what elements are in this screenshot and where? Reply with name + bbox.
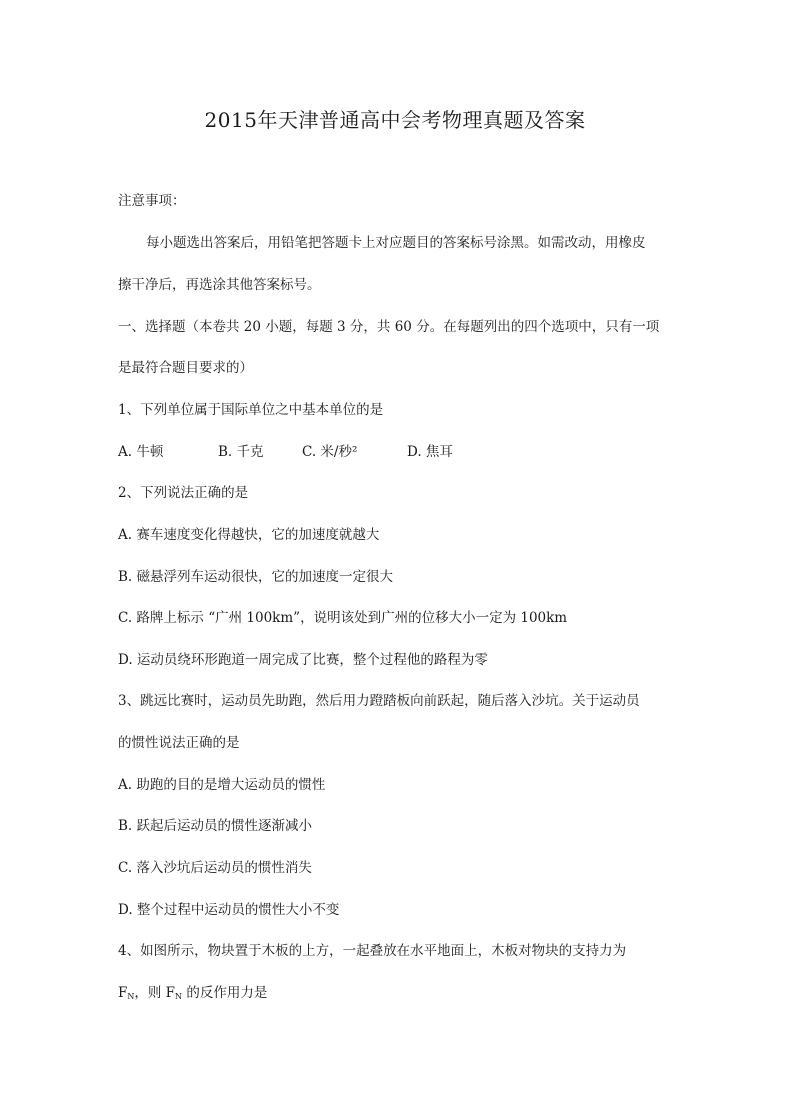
question-3-option-b: B. 跃起后运动员的惯性逐渐减小	[118, 818, 313, 834]
question-4-stem-mid: ，则 F	[134, 985, 176, 1001]
notice-line-1: 每小题选出答案后，用铅笔把答题卡上对应题目的答案标号涂黑。如需改动，用橡皮	[146, 235, 646, 251]
question-2-option-d: D. 运动员绕环形跑道一周完成了比赛，整个过程他的路程为零	[118, 652, 488, 668]
question-3-option-d: D. 整个过程中运动员的惯性大小不变	[118, 902, 340, 918]
question-3-stem-line-1: 3、跳远比赛时，运动员先助跑，然后用力蹬踏板向前跃起，随后落入沙坑。关于运动员	[118, 693, 640, 709]
question-3-stem-line-2: 的惯性说法正确的是	[118, 735, 240, 751]
question-1-options	[118, 443, 453, 461]
question-1-option-d: D. 焦耳	[407, 444, 453, 460]
question-1-option-c: C. 米/秒²	[302, 444, 358, 460]
section-heading-line-1: 一、选择题（本卷共 20 小题，每题 3 分，共 60 分。在每题列出的四个选项中，只有一项	[118, 319, 660, 335]
force-symbol-1: F	[118, 985, 128, 1001]
question-2-stem: 2、下列说法正确的是	[118, 485, 249, 501]
question-3-option-a: A. 助跑的目的是增大运动员的惯性	[118, 777, 326, 793]
notice-line-2: 擦干净后，再选涂其他答案标号。	[118, 277, 321, 293]
question-1-option-a: A. 牛顿	[118, 444, 164, 460]
question-4-stem-line-2	[118, 984, 267, 1006]
question-2-option-c: C. 路牌上标示 “广州 100km”，说明该处到广州的位移大小一定为 100km	[118, 610, 568, 626]
question-4-stem-line-1: 4、如图所示，物块置于木板的上方，一起叠放在水平地面上，木板对物块的支持力为	[118, 943, 627, 959]
question-4-stem-end: 的反作用力是	[182, 985, 268, 1001]
section-heading-line-2: 是最符合题目要求的）	[118, 360, 253, 376]
question-1-option-b: B. 千克	[218, 444, 264, 460]
force-subscript-2: N	[175, 992, 183, 1001]
question-2-option-b: B. 磁悬浮列车运动很快，它的加速度一定很大	[118, 569, 394, 585]
question-1-stem: 1、下列单位属于国际单位之中基本单位的是	[118, 402, 384, 418]
question-2-option-a: A. 赛车速度变化得越快，它的加速度就越大	[118, 527, 380, 543]
notice-heading: 注意事项：	[118, 193, 186, 209]
document-title: 2015年天津普通高中会考物理真题及答案	[204, 108, 586, 132]
question-3-option-c: C. 落入沙坑后运动员的惯性消失	[118, 860, 312, 876]
force-subscript-1: N	[127, 992, 135, 1001]
